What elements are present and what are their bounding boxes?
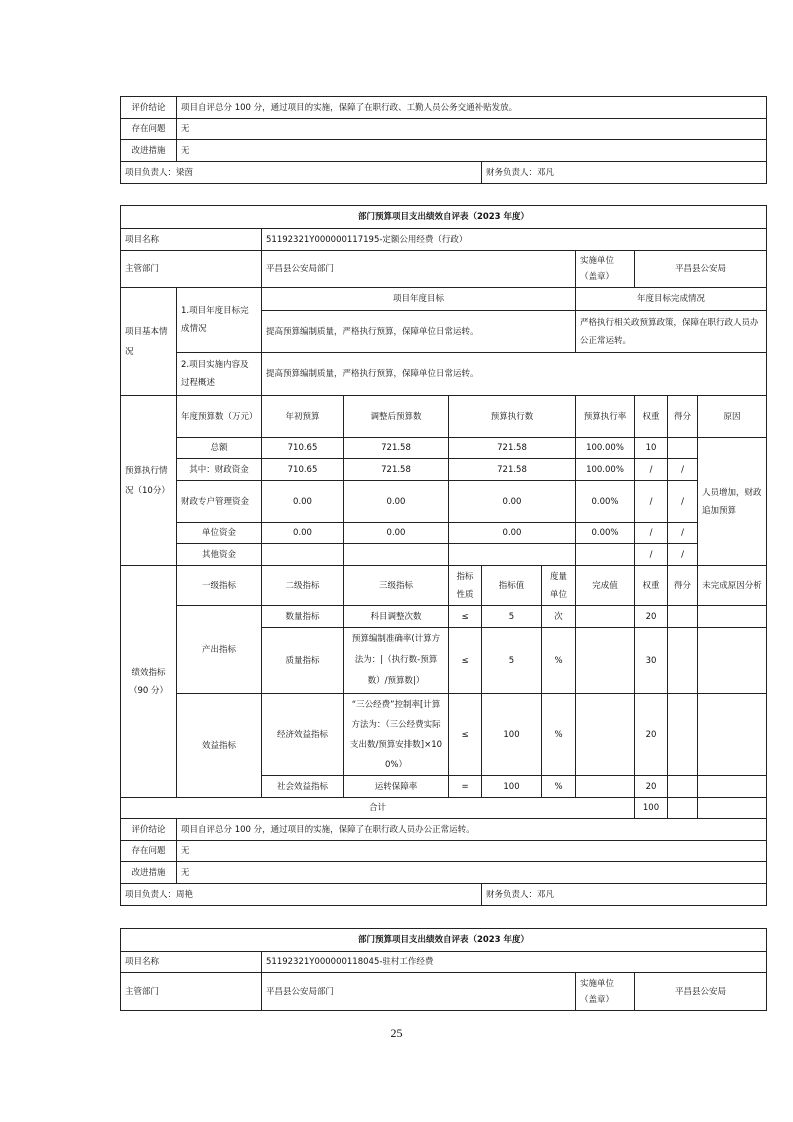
- cell: [576, 544, 635, 566]
- perf-header: 未完成原因分析: [698, 566, 767, 606]
- cell: 运转保障率: [344, 776, 449, 798]
- perf-header: 指标性质: [449, 566, 482, 606]
- cell: 5: [482, 628, 542, 694]
- cell: /: [668, 544, 698, 566]
- unit: 平昌县公安局: [635, 251, 767, 288]
- cell: 其中：财政资金: [177, 459, 262, 481]
- cell: [698, 606, 767, 628]
- perf-row: [121, 694, 767, 776]
- cell: 710.65: [262, 438, 344, 459]
- cell: 总额: [177, 438, 262, 459]
- project-name: 51192321Y000000117195-定额公用经费（行政）: [262, 229, 767, 251]
- cell: [668, 798, 698, 819]
- evaluation-text: 项目自评总分 100 分，通过项目的实施，保障了在职行政人员办公正常运转。: [177, 819, 767, 841]
- budget-header: 权重: [635, 396, 668, 438]
- cell: [698, 798, 767, 819]
- cell: /: [668, 523, 698, 544]
- issues-text: 无: [177, 841, 767, 862]
- goal-done-head: 年度目标完成情况: [576, 288, 767, 311]
- cell: 710.65: [262, 459, 344, 481]
- impl-label: 2.项目实施内容及过程概述: [177, 353, 262, 396]
- table-title: 部门预算项目支出绩效自评表（2023 年度）: [121, 929, 767, 952]
- cell: [576, 776, 635, 798]
- cell: [698, 776, 767, 798]
- goal-done: 严格执行相关政预算政策，保障在职行政人员办公正常运转。: [576, 311, 767, 353]
- perf-header: 度量单位: [542, 566, 576, 606]
- total-value: 100: [635, 798, 668, 819]
- cell: /: [635, 523, 668, 544]
- evaluation-text: 项目自评总分 100 分，通过项目的实施，保障了在职行政、工勤人员公务交通补贴发放。: [177, 97, 767, 119]
- cell: 5: [482, 606, 542, 628]
- cell: 721.58: [449, 438, 576, 459]
- cell: [449, 544, 576, 566]
- cell: [668, 438, 698, 459]
- cell: =: [449, 776, 482, 798]
- cell: %: [542, 628, 576, 694]
- project-lead: 项目负责人：梁茵: [121, 162, 482, 184]
- cell: [698, 694, 767, 776]
- cell: [576, 694, 635, 776]
- budget-row: [121, 544, 767, 566]
- cell: 其他资金: [177, 544, 262, 566]
- project-lead: 项目负责人：周艳: [121, 884, 482, 906]
- cell: ≤: [449, 694, 482, 776]
- basic-label: 项目基本情况: [121, 288, 177, 396]
- cell: 100.00%: [576, 438, 635, 459]
- name-label: 项目名称: [121, 229, 262, 251]
- cell: 20: [635, 776, 668, 798]
- budget-header: 年初预算: [262, 396, 344, 438]
- cell: 100: [482, 776, 542, 798]
- finance-lead: 财务负责人：邓凡: [482, 162, 767, 184]
- improve-text: 无: [177, 140, 767, 162]
- output-label: 产出指标: [177, 606, 262, 694]
- dept-label: 主管部门: [121, 251, 262, 288]
- perf-header: 二级指标: [262, 566, 344, 606]
- cell: ≤: [449, 628, 482, 694]
- cell: 0.00: [449, 523, 576, 544]
- finance-lead: 财务负责人：邓凡: [482, 884, 767, 906]
- budget-header: 年度预算数（万元）: [177, 396, 262, 438]
- budget-reason: 人员增加，财政追加预算: [698, 438, 767, 566]
- cell: 10: [635, 438, 668, 459]
- cell: 0.00%: [576, 481, 635, 523]
- project-name: 51192321Y000000118045-驻村工作经费: [262, 952, 767, 973]
- cell: 20: [635, 694, 668, 776]
- main-table: [120, 205, 767, 906]
- cell: /: [668, 459, 698, 481]
- cell: [668, 694, 698, 776]
- dept: 平昌县公安局部门: [262, 973, 576, 1011]
- evaluation-label: 评价结论: [121, 819, 177, 841]
- cell: 经济效益指标: [262, 694, 344, 776]
- budget-row: [121, 438, 767, 459]
- budget-row: [121, 459, 767, 481]
- cell: 质量指标: [262, 628, 344, 694]
- cell: 721.58: [344, 438, 449, 459]
- budget-header: 预算执行率: [576, 396, 635, 438]
- cell: /: [635, 459, 668, 481]
- unit-label: 实施单位（盖章）: [576, 973, 635, 1011]
- cell: [576, 606, 635, 628]
- budget-header: 预算执行数: [449, 396, 576, 438]
- improve-label: 改进措施: [121, 862, 177, 884]
- cell: %: [542, 776, 576, 798]
- total-label: 合计: [121, 798, 635, 819]
- cell: 科目调整次数: [344, 606, 449, 628]
- cell: 0.00: [449, 481, 576, 523]
- cell: 0.00%: [576, 523, 635, 544]
- cell: /: [635, 481, 668, 523]
- perf-row: [121, 606, 767, 628]
- cell: 0.00: [262, 481, 344, 523]
- budget-row: [121, 481, 767, 523]
- issues-label: 存在问题: [121, 841, 177, 862]
- goal-head: 项目年度目标: [262, 288, 576, 311]
- budget-header: 调整后预算数: [344, 396, 449, 438]
- cell: 数量指标: [262, 606, 344, 628]
- cell: [262, 544, 344, 566]
- prev-table-tail: [120, 96, 767, 184]
- budget-header: 原因: [698, 396, 767, 438]
- perf-header: 完成值: [576, 566, 635, 606]
- perf-header: 指标值: [482, 566, 542, 606]
- cell: [668, 628, 698, 694]
- unit-label: 实施单位（盖章）: [576, 251, 635, 288]
- cell: [698, 628, 767, 694]
- cell: 0.00: [344, 523, 449, 544]
- cell: 721.58: [449, 459, 576, 481]
- perf-header: 权重: [635, 566, 668, 606]
- unit: 平昌县公安局: [635, 973, 767, 1011]
- evaluation-label: 评价结论: [121, 97, 177, 119]
- name-label: 项目名称: [121, 952, 262, 973]
- cell: /: [668, 481, 698, 523]
- cell: /: [635, 544, 668, 566]
- perf-header: 得分: [668, 566, 698, 606]
- perf-header: 三级指标: [344, 566, 449, 606]
- budget-row: [121, 523, 767, 544]
- cell: 次: [542, 606, 576, 628]
- cell: 0.00: [262, 523, 344, 544]
- cell: ≤: [449, 606, 482, 628]
- perf-section-label: 绩效指标（90 分）: [121, 566, 177, 798]
- goal-row-label: 1.项目年度目标完成情况: [177, 288, 262, 353]
- cell: 财政专户管理资金: [177, 481, 262, 523]
- cell: [668, 776, 698, 798]
- next-table: [120, 928, 767, 1011]
- improve-text: 无: [177, 862, 767, 884]
- cell: [576, 628, 635, 694]
- issues-text: 无: [177, 119, 767, 140]
- cell: 721.58: [344, 459, 449, 481]
- budget-header: 得分: [668, 396, 698, 438]
- issues-label: 存在问题: [121, 119, 177, 140]
- cell: 100.00%: [576, 459, 635, 481]
- dept-label: 主管部门: [121, 973, 262, 1011]
- cell: 0.00: [344, 481, 449, 523]
- cell: 20: [635, 606, 668, 628]
- cell: 单位资金: [177, 523, 262, 544]
- table-title: 部门预算项目支出绩效自评表（2023 年度）: [121, 206, 767, 229]
- goal: 提高预算编制质量，严格执行预算，保障单位日常运转。: [262, 311, 576, 353]
- page-number: 25: [390, 1026, 403, 1040]
- cell: 社会效益指标: [262, 776, 344, 798]
- benefit-label: 效益指标: [177, 694, 262, 798]
- cell: “三公经费”控制率[计算方法为：（三公经费实际支出数/预算安排数]×100%）: [344, 694, 449, 776]
- perf-header: 一级指标: [177, 566, 262, 606]
- cell: 100: [482, 694, 542, 776]
- improve-label: 改进措施: [121, 140, 177, 162]
- budget-section-label: 预算执行情况（10分）: [121, 396, 177, 566]
- cell: [668, 606, 698, 628]
- cell: %: [542, 694, 576, 776]
- cell: [344, 544, 449, 566]
- cell: 预算编制准确率(计算方法为：|（执行数-预算数）/预算数|）: [344, 628, 449, 694]
- dept: 平昌县公安局部门: [262, 251, 576, 288]
- cell: 30: [635, 628, 668, 694]
- impl: 提高预算编制质量，严格执行预算，保障单位日常运转。: [262, 353, 767, 396]
